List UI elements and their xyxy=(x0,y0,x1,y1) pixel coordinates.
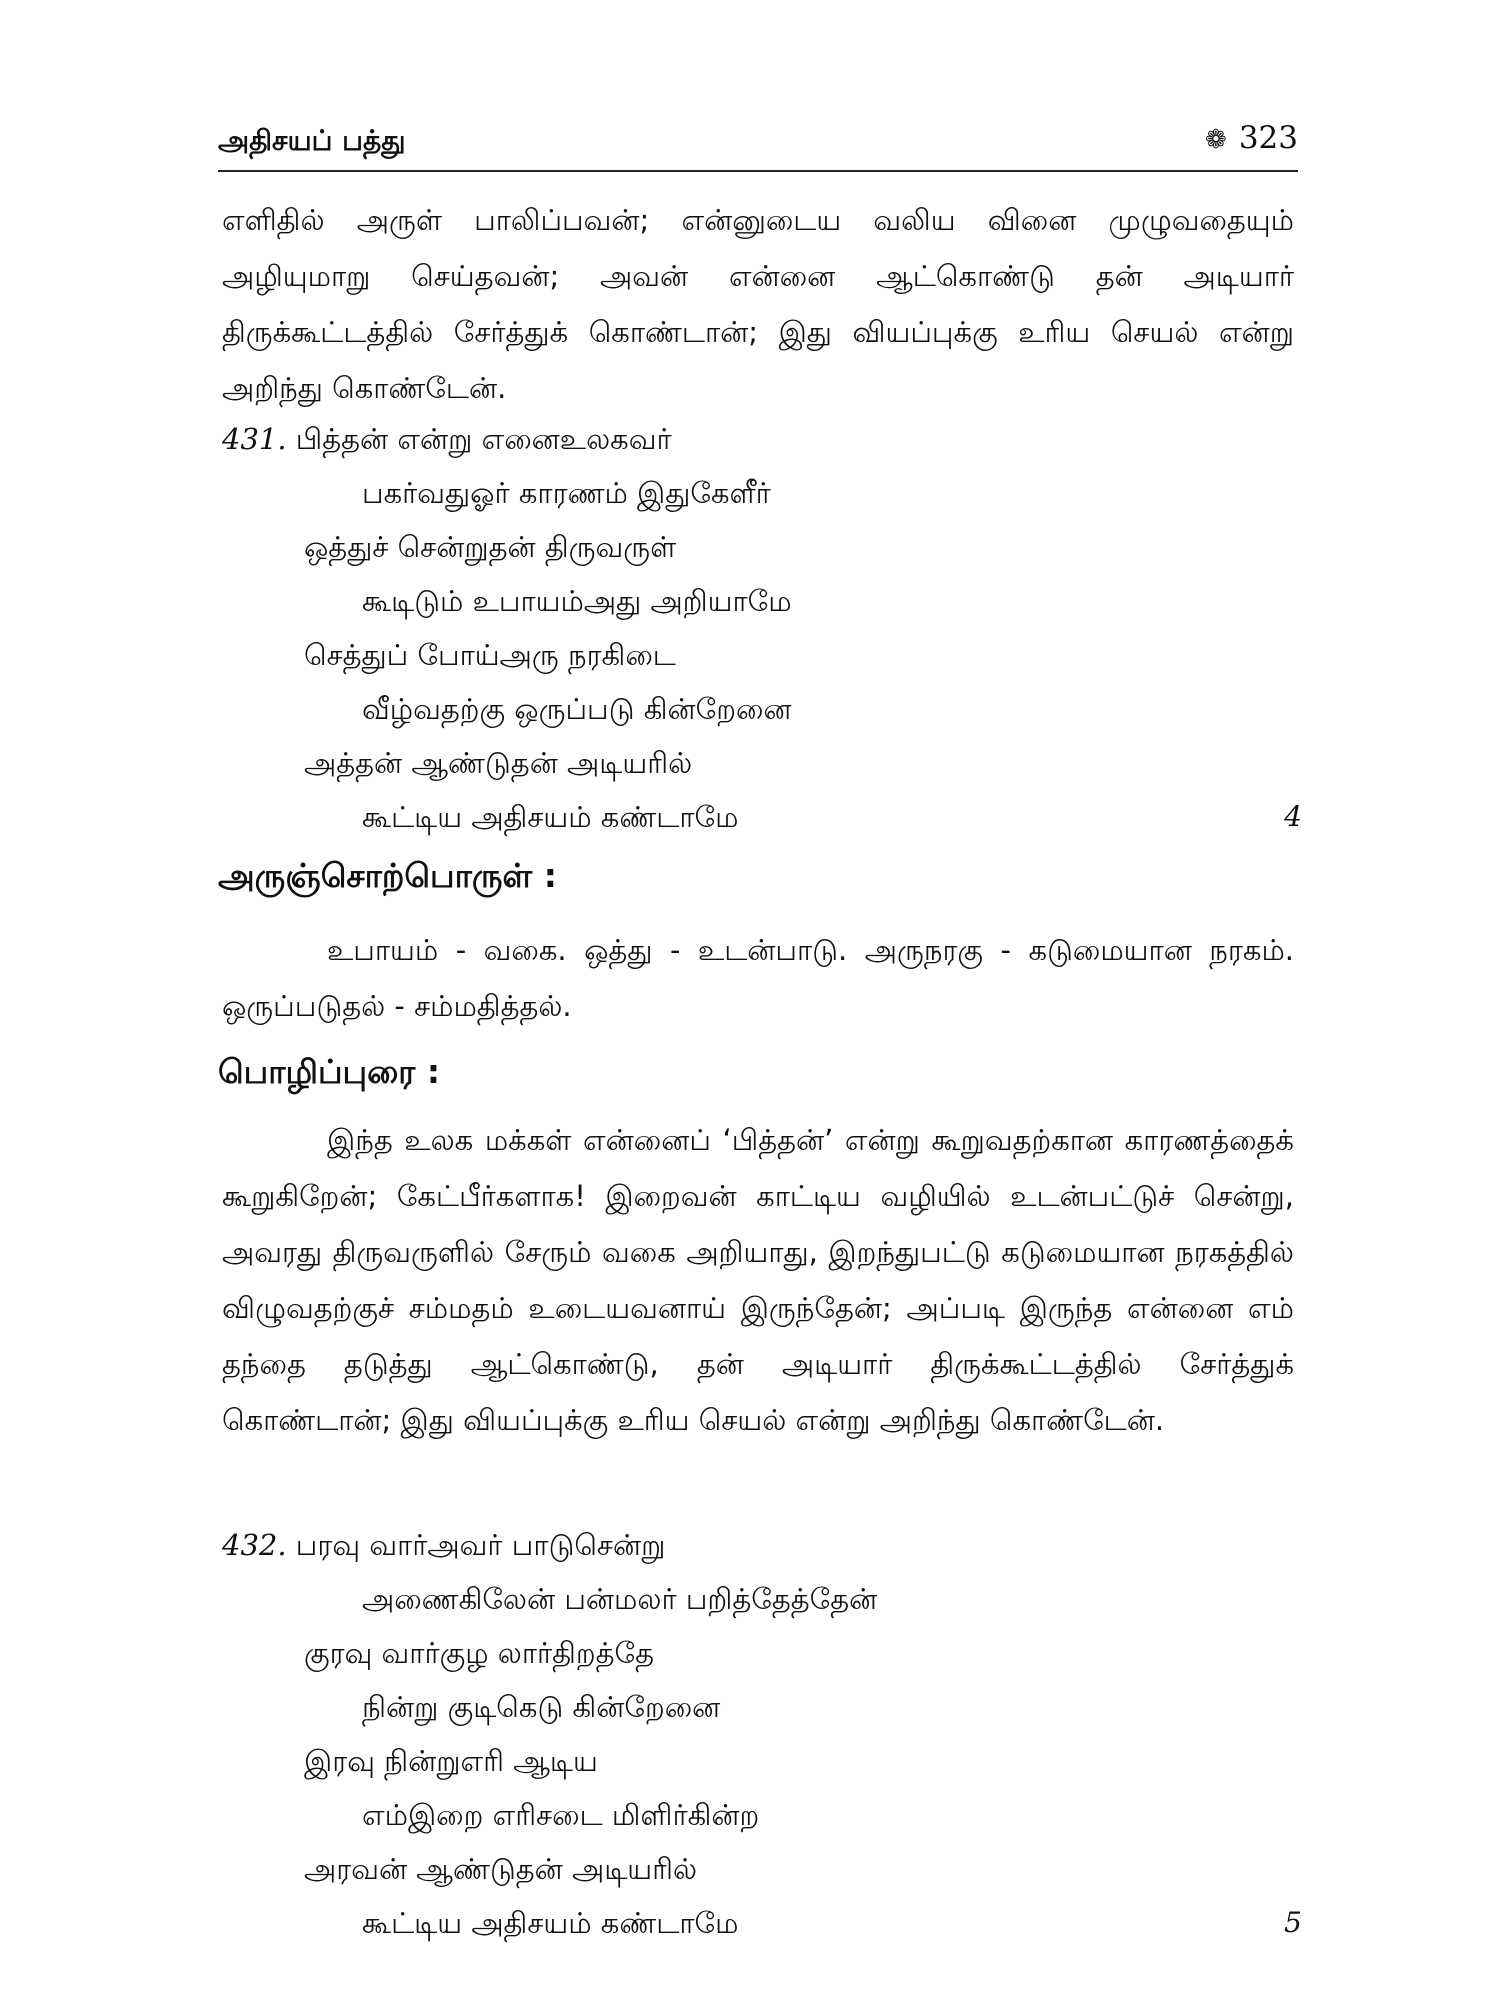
page-number: 323 xyxy=(1238,120,1298,156)
verse-line: கூட்டிய அதிசயம் கண்டாமே 4 xyxy=(222,790,1302,844)
verse-line: குரவு வார்குழ லார்திறத்தே xyxy=(304,1636,655,1670)
page-number-area xyxy=(1205,120,1298,156)
verse-line: பகர்வதுஓர் காரணம் இதுகேளீர் xyxy=(362,476,771,510)
verse-line: இரவு நின்றுஎரி ஆடிய xyxy=(304,1744,598,1778)
stanza-number: 4 xyxy=(1284,800,1302,833)
glossary-text: உபாயம் - வகை. ஒத்து - உடன்பாடு. அருநரகு - கடுமையான நரகம். ஒருப்படுதல் - சம்மதித்தல். xyxy=(222,933,1294,1023)
verse-line: 432. பரவு வார்அவர் பாடுசென்று xyxy=(222,1528,666,1562)
running-title: அதிசயப் பத்து xyxy=(218,124,406,157)
verse-431 xyxy=(222,412,1302,844)
glossary-paragraph xyxy=(222,922,1294,1034)
glossary-heading: அருஞ்சொற்பொருள் : xyxy=(218,856,557,895)
commentary-heading: பொழிப்புரை : xyxy=(218,1052,441,1091)
verse-line: வீழ்வதற்கு ஒருப்படு கின்றேனை xyxy=(362,692,792,726)
verse-line: கூடிடும் உபாயம்அது அறியாமே xyxy=(362,584,792,618)
verse-line: நின்று குடிகெடு கின்றேனை xyxy=(362,1690,721,1724)
stanza-number: 5 xyxy=(1284,1906,1302,1939)
verse-line: செத்துப் போய்அரு நரகிடை xyxy=(304,638,676,672)
verse-number: 432. xyxy=(222,1528,287,1562)
verse-line: 431. பித்தன் என்று எனைஉலகவர் xyxy=(222,422,672,456)
verse-line: அரவன் ஆண்டுதன் அடியரில் xyxy=(304,1852,698,1886)
verse-number: 431. xyxy=(222,422,287,456)
commentary-text: இந்த உலக மக்கள் என்னைப் ‘பித்தன்’ என்று கூறுவதற்கான காரணத்தைக் கூறுகிறேன்; கேட்பீர்களாக! இறைவன் காட்டிய வழியில் உடன்பட்டுச் சென்று, அவரது திருவருளில் சேரும் வகை அறியாது, இறந்துபட்டு கடுமையான நரகத்தில் விழுவதற்குச் சம்மதம் உடையவனாய் இருந்தேன்; அப்படி இருந்த என்னை எம் தந்தை தடுத்து ஆட்கொண்டு, தன் அடியார் திருக்கூட்டத்தில் சேர்த்துக் கொண்டான்; இது வியப்புக்கு உரிய செயல் என்று அறிந்து கொண்டேன். xyxy=(222,1123,1294,1437)
verse-line: கூட்டிய அதிசயம் கண்டாமே 5 xyxy=(222,1896,1302,1950)
verse-line: எம்இறை எரிசடை மிளிர்கின்ற xyxy=(362,1798,760,1832)
commentary-paragraph xyxy=(222,1112,1294,1448)
intro-paragraph xyxy=(222,192,1294,416)
flower-ornament-icon: ❁ xyxy=(1205,125,1227,155)
verse-line: அத்தன் ஆண்டுதன் அடியரில் xyxy=(304,746,693,780)
page-header xyxy=(218,118,1298,172)
verse-line: அணைகிலேன் பன்மலர் பறித்தேத்தேன் xyxy=(362,1582,878,1616)
intro-text: எளிதில் அருள் பாலிப்பவன்; என்னுடைய வலிய வினை முழுவதையும் அழியுமாறு செய்தவன்; அவன் என்னை ஆட்கொண்டு தன் அடியார் திருக்கூட்டத்தில் சேர்த்துக் கொண்டான்; இது வியப்புக்கு உரிய செயல் என்று அறிந்து கொண்டேன். xyxy=(222,203,1294,405)
verse-line: ஒத்துச் சென்றுதன் திருவருள் xyxy=(304,530,677,564)
verse-432 xyxy=(222,1518,1302,1950)
